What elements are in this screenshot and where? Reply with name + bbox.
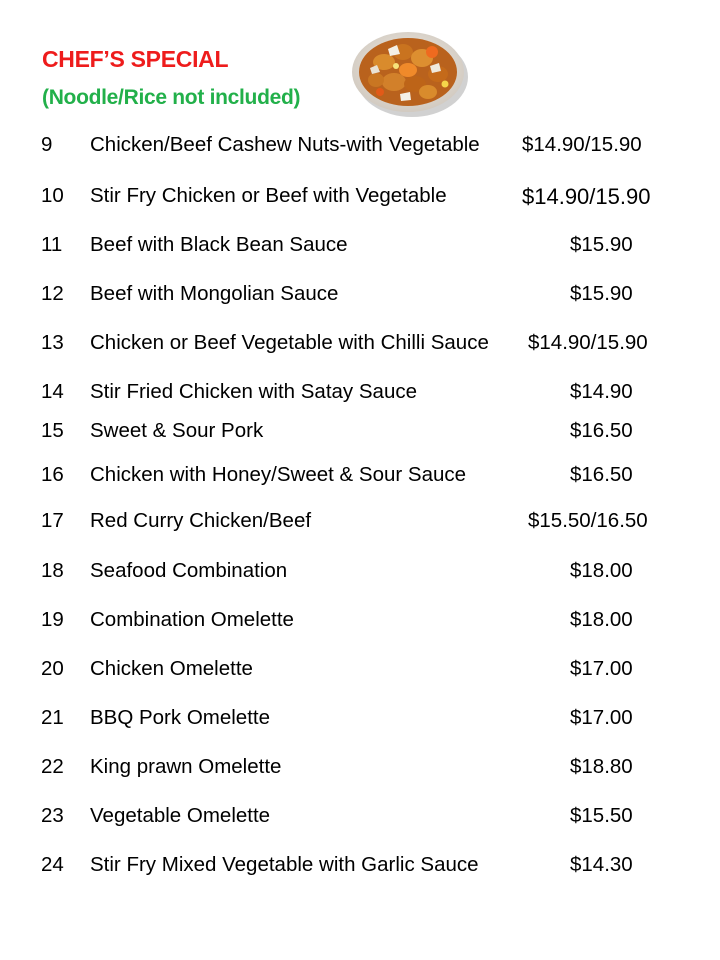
item-name: King prawn Omelette bbox=[90, 755, 282, 778]
item-number: 14 bbox=[41, 380, 64, 403]
menu-item bbox=[0, 463, 720, 493]
menu-item bbox=[0, 657, 720, 687]
menu-item bbox=[0, 331, 720, 361]
item-price: $15.50 bbox=[570, 804, 633, 827]
item-price: $18.00 bbox=[570, 608, 633, 631]
item-number: 10 bbox=[41, 184, 64, 207]
item-name: Chicken/Beef Cashew Nuts-with Vegetable bbox=[90, 133, 480, 156]
menu-item bbox=[0, 608, 720, 638]
item-name: BBQ Pork Omelette bbox=[90, 706, 271, 729]
menu-item bbox=[0, 184, 720, 214]
item-name: Stir Fry Mixed Vegetable with Garlic Sauce bbox=[90, 853, 479, 876]
item-name: Stir Fry Chicken or Beef with Vegetable bbox=[90, 184, 447, 207]
item-price: $15.90 bbox=[570, 233, 633, 256]
item-number: 20 bbox=[41, 657, 64, 680]
item-name: Seafood Combination bbox=[90, 559, 288, 582]
menu-item bbox=[0, 282, 720, 312]
item-number: 22 bbox=[41, 755, 64, 778]
item-number: 11 bbox=[41, 233, 63, 256]
menu-item bbox=[0, 133, 720, 163]
item-number: 12 bbox=[41, 282, 64, 305]
item-price: $16.50 bbox=[570, 463, 633, 486]
menu-item bbox=[0, 755, 720, 785]
menu-item bbox=[0, 706, 720, 736]
menu-item bbox=[0, 559, 720, 589]
item-name: Sweet & Sour Pork bbox=[90, 419, 264, 442]
menu-title: CHEF’S SPECIAL bbox=[42, 46, 229, 72]
item-price: $14.90/15.90 bbox=[522, 133, 642, 156]
item-number: 19 bbox=[41, 608, 64, 631]
item-price: $16.50 bbox=[570, 419, 633, 442]
item-number: 16 bbox=[41, 463, 64, 486]
menu-item bbox=[0, 419, 720, 449]
dish-photo bbox=[348, 22, 470, 120]
menu-subtitle: (Noodle/Rice not included) bbox=[42, 86, 301, 109]
item-name: Chicken with Honey/Sweet & Sour Sauce bbox=[90, 463, 467, 486]
item-price: $14.90/15.90 bbox=[528, 331, 648, 354]
item-name: Chicken or Beef Vegetable with Chilli Sauce bbox=[90, 331, 489, 354]
item-price: $18.80 bbox=[570, 755, 633, 778]
item-name: Vegetable Omelette bbox=[90, 804, 271, 827]
item-number: 18 bbox=[41, 559, 64, 582]
item-price: $18.00 bbox=[570, 559, 633, 582]
item-number: 9 bbox=[41, 133, 53, 156]
item-name: Stir Fried Chicken with Satay Sauce bbox=[90, 380, 417, 403]
item-price: $17.00 bbox=[570, 706, 633, 729]
item-name: Beef with Black Bean Sauce bbox=[90, 233, 348, 256]
item-price: $14.90 bbox=[570, 380, 633, 403]
item-price: $15.90 bbox=[570, 282, 633, 305]
item-price: $15.50/16.50 bbox=[528, 509, 648, 532]
item-price: $17.00 bbox=[570, 657, 633, 680]
item-number: 13 bbox=[41, 331, 64, 354]
item-number: 17 bbox=[41, 509, 64, 532]
item-name: Combination Omelette bbox=[90, 608, 294, 631]
menu-item bbox=[0, 380, 720, 410]
menu-item bbox=[0, 509, 720, 539]
item-number: 15 bbox=[41, 419, 64, 442]
item-number: 23 bbox=[41, 804, 64, 827]
menu-item bbox=[0, 853, 720, 883]
menu-item bbox=[0, 804, 720, 834]
menu-item bbox=[0, 233, 720, 263]
item-number: 24 bbox=[41, 853, 64, 876]
item-price: $14.90/15.90 bbox=[522, 184, 651, 209]
item-name: Beef with Mongolian Sauce bbox=[90, 282, 339, 305]
item-name: Chicken Omelette bbox=[90, 657, 253, 680]
item-price: $14.30 bbox=[570, 853, 633, 876]
item-number: 21 bbox=[41, 706, 64, 729]
item-name: Red Curry Chicken/Beef bbox=[90, 509, 312, 532]
